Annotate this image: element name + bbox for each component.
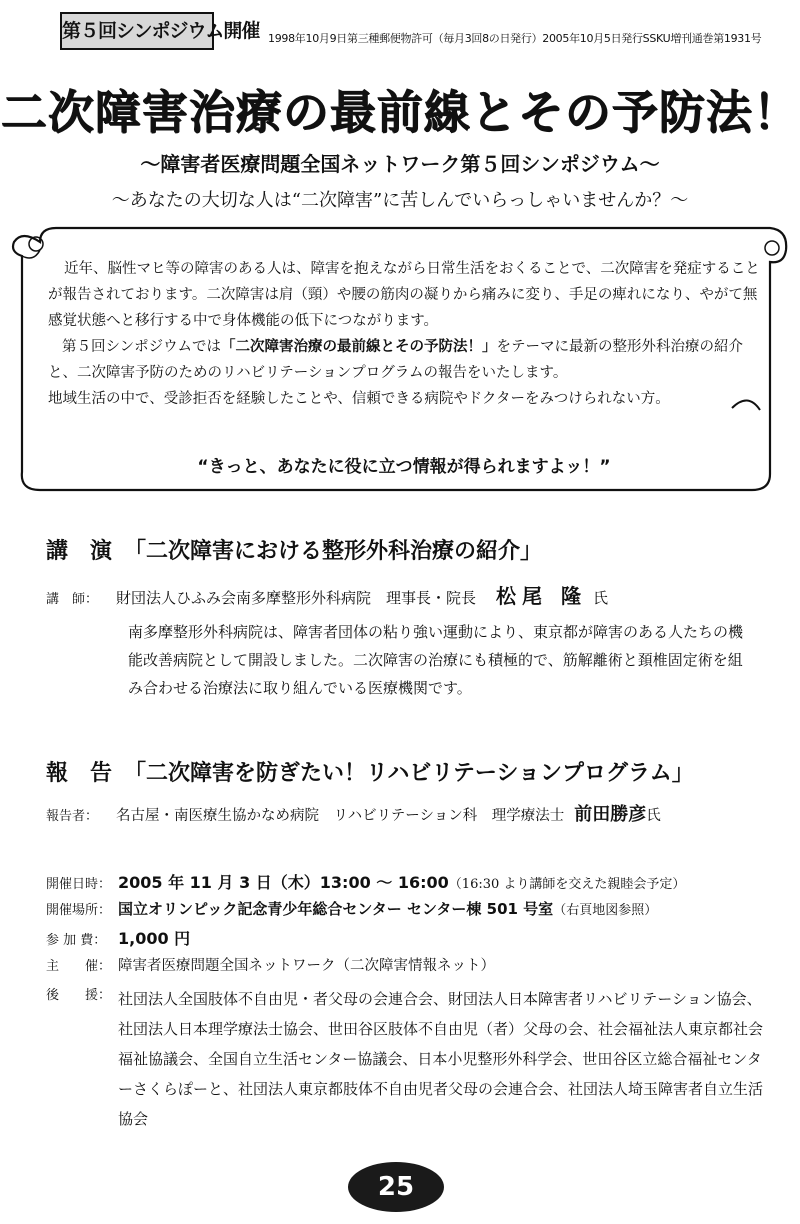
date-note: （16:30 より講師を交えた親睦会予定） (448, 877, 686, 892)
lecture-label-char-1: 講 (46, 539, 69, 564)
lecturer-line (46, 580, 766, 609)
support-value: 社団法人全国肢体不自由児・者父母の会連合会、財団法人日本障害者リハビリテーション協会、社団法人日本理学療法士協会、世田谷区肢体不自由児（者）父母の会、社会福祉法人東京都社会福祉協議会、全国自立生活センター協議会、日本小児整形外科学会、世田谷区立総合福祉センターさくらぽーと、社団法人東京都肢体不自由児者父母の会連合会、社団法人埼玉障害者自立生活協会 (118, 990, 764, 1128)
info-fee (46, 926, 766, 949)
lecture-label-char-2: 演 (90, 539, 113, 564)
reporter-line (46, 800, 776, 826)
tagline: ～あなたの大切な人は“二次障害”に苦しんでいらっしゃいませんか？～ (111, 190, 689, 211)
lecturer-affiliation: 財団法人ひふみ会南多摩整形外科病院 理事長・院長 (116, 589, 477, 607)
intro-paragraph-3: 地域生活の中で、受診拒否を経験したことや、信頼できる病院やドクターをみつけられない方。 (48, 391, 670, 407)
lecture-title: 「二次障害における整形外科治療の紹介」 (124, 539, 543, 564)
report-label-char-1: 報 (46, 761, 69, 786)
fee-key: 参 加 費： (46, 933, 107, 948)
publication-info: 1998年10月9日第三種郵便物許可（毎月3回8の日発行）2005年10月5日発行SSKU増刊通巻第1931号 (268, 32, 762, 45)
intro-paragraph-1: 近年、脳性マヒ等の障害のある人は、障害を抱えながら日常生活をおくることで、二次障害を発症することが報告されております。二次障害は肩（頸）や腰の筋肉の凝りから痛みに変り、手足の痺れになり、やがて無感覚状態へと移行する中で身体機能の低下につながります。 (48, 261, 760, 329)
report-label (46, 756, 112, 787)
intro-paragraph-2-start: 第５回シンポジウムでは (62, 339, 221, 355)
report-label-char-2: 告 (90, 761, 113, 786)
host-value: 障害者医療問題全国ネットワーク（二次障害情報ネット） (118, 958, 495, 974)
intro-paragraph-2-end: をテーマに最新の整形外科治療の紹介と、二次障害予防のためのリハビリテーションプログラムの報告をいたします。 (48, 339, 743, 381)
reporter-role: 報告者： (46, 809, 99, 824)
page-number: 25 (348, 1162, 444, 1212)
info-host (46, 954, 766, 975)
host-key: 主 催： (46, 959, 112, 974)
info-date (46, 870, 766, 893)
intro-theme: 「二次障害治療の最前線とその予防法！」 (221, 339, 497, 355)
page-title: 二次障害治療の最前線とその予防法！ (0, 85, 800, 139)
venue-value: 国立オリンピック記念青少年総合センター センター棟 501 号室 (118, 900, 554, 918)
fee-value: 1,000 円 (118, 929, 191, 948)
report-title: 「二次障害を防ぎたい！リハビリテーションプログラム」 (124, 761, 694, 786)
intro-text (48, 256, 760, 412)
lecturer-honorific: 氏 (592, 589, 608, 607)
lecture-description: 南多摩整形外科病院は、障害者団体の粘り強い運動により、東京都が障害のある人たちの機能改善病院として開設しました。二次障害の治療にも積極的で、筋解離術と頚椎固定術を組み合わせる治療法に取り組んでいる医療機関です。 (128, 623, 744, 697)
lecture-label (46, 534, 112, 565)
intro-paragraph-2 (48, 334, 760, 386)
venue-note: （右頁地図参照） (553, 903, 658, 918)
reporter-affiliation: 名古屋・南医療生協かなめ病院 リハビリテーション科 理学療法士 (116, 808, 565, 824)
venue-key: 開催場所： (46, 903, 112, 918)
date-key: 開催日時： (46, 877, 112, 892)
reporter-honorific: 氏 (646, 808, 661, 824)
lecturer-role: 講 師： (46, 592, 99, 607)
support-key: 後 援： (46, 988, 112, 1003)
reporter-name: 前田勝彦 (574, 804, 647, 825)
info-venue (46, 898, 766, 919)
subtitle: ～障害者医療問題全国ネットワーク第５回シンポジウム～ (140, 152, 660, 176)
date-value: 2005 年 11 月 3 日（木）13:00 ～ 16:00 (118, 873, 449, 892)
event-tag: 第５回シンポジウム開催 (60, 12, 214, 50)
lecturer-name: 松尾 隆 (496, 584, 587, 608)
intro-closing: “きっと、あなたに役に立つ情報が得られますよッ！” (197, 457, 611, 477)
